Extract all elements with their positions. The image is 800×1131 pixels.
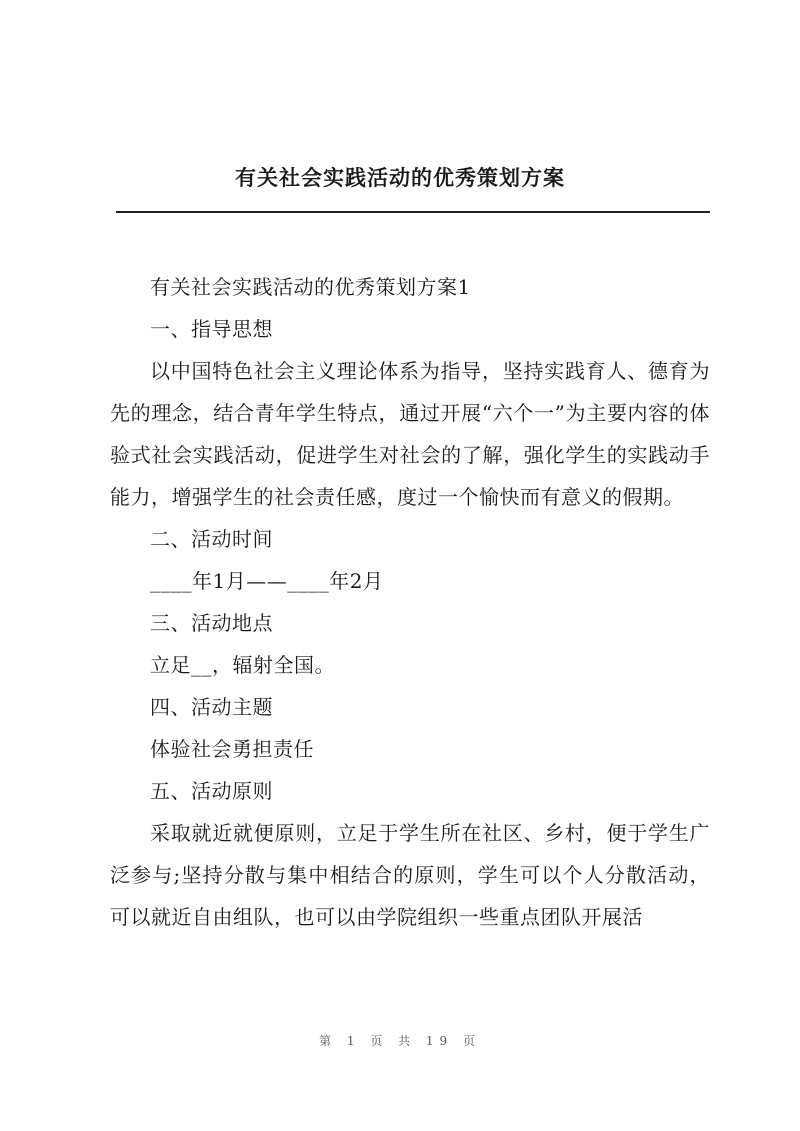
paragraph-theme: 体验社会勇担责任 — [150, 737, 314, 761]
paragraph-time: ____年1月——____年2月 — [150, 569, 384, 593]
paragraph-principles: 采取就近就便原则，立足于学生所在社区、乡村，便于学生广泛参与;坚持分散与集中相结合的原则，学生可以个人分散活动，可以就近自由组队，也可以由学院组织一些重点团队开展活 — [110, 821, 710, 929]
section-heading-plan: 有关社会实践活动的优秀策划方案1 — [150, 275, 471, 299]
paragraph-location: 立足__，辐射全国。 — [150, 653, 335, 677]
paragraph-guiding-idea: 以中国特色社会主义理论体系为指导，坚持实践育人、德育为先的理念，结合青年学生特点，通过开展“六个一”为主要内容的体验式社会实践活动，促进学生对社会的了解，强化学生的实践动手能力，增强学生的社会责任感，度过一个愉快而有意义的假期。 — [110, 359, 710, 509]
page-footer: 第 1 页 共 19 页 — [319, 1034, 481, 1048]
section-heading-principles: 五、活动原则 — [150, 779, 273, 803]
document-title: 有关社会实践活动的优秀策划方案 — [235, 166, 565, 190]
section-heading-guiding-idea: 一、指导思想 — [150, 317, 273, 341]
section-heading-location: 三、活动地点 — [150, 611, 273, 635]
document-body — [110, 266, 710, 938]
section-heading-time: 二、活动时间 — [150, 527, 273, 551]
title-divider — [116, 211, 710, 213]
section-heading-theme: 四、活动主题 — [150, 695, 273, 719]
